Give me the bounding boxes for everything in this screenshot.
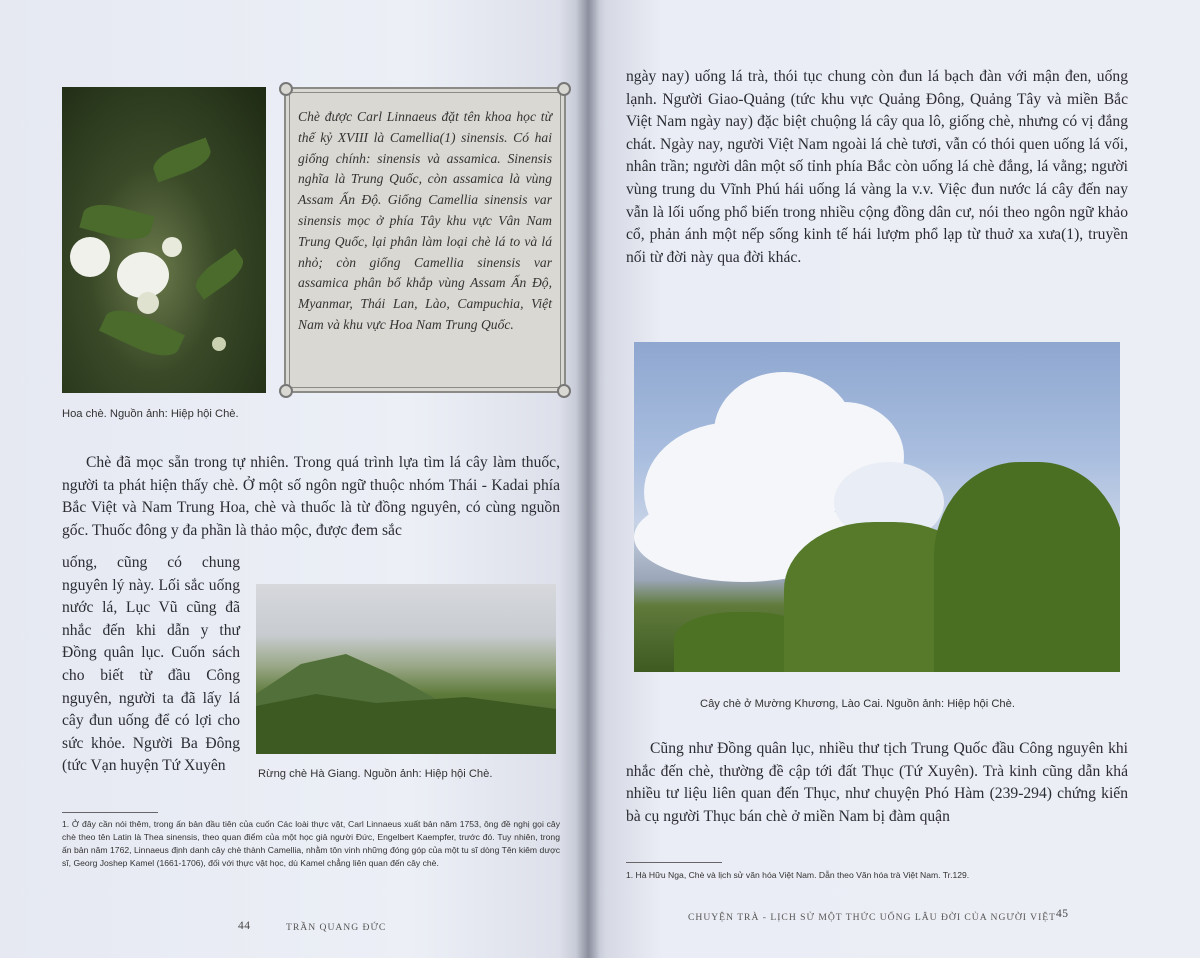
right-running-head: CHUYỆN TRÀ - LỊCH SỬ MỘT THỨC UỐNG LÂU ĐỜI CỦA NGƯỜI VIỆT [688,912,1057,923]
left-running-head: TRẦN QUANG ĐỨC [286,922,387,933]
hill-photo-caption: Rừng chè Hà Giang. Nguồn ảnh: Hiệp hội Chè. [258,768,493,780]
right-paragraph-top: ngày nay) uống lá trà, thói tục chung còn đun lá bạch đàn với mận đen, uống lạnh. Người Giao-Quảng (tức khu vực Quảng Đông, Quảng Tây và miền Bắc Việt Nam ngày nay) đặc biệt chuộng lá cây qua lô, giống chè, nhưng có vị đắng chát. Ngày nay, người Việt Nam ngoài lá chè tươi, vẫn có thói quen uống lá vối, nhân trần; người dân một số tỉnh phía Bắc còn uống lá chè đắng, lá vằng; người vùng trung du Vĩnh Phú hái uống lá vàng la v.v. Việc đun nước lá cây đến nay vẫn là lối uống phổ biến trong nhiều cộng đồng dân cư, nói theo ngôn ngữ khảo cổ, phản ánh một nếp sống kinh tế hái lượm phổ lạp từ thuở xa xưa(1), truyền nối từ đời này qua đời khác. [626,68,1128,266]
box-corner-ornament [279,82,293,96]
botanical-note-text: Chè được Carl Linnaeus đặt tên khoa học từ thế kỷ XVIII là Camellia(1) sinensis. Có hai giống chính: sinensis và assamica. Sinensis nghĩa là Trung Quốc, còn assamica là vùng Assam Ấn Độ. Giống Camellia sinensis var sinensis mọc ở phía Tây khu vực Vân Nam Trung Quốc, lại phân làm loại chè lá to và lá nhỏ; còn giống Camellia sinensis var assamica phân bố khắp vùng Assam Ấn Độ, Myanmar, Thái Lan, Lào, Campuchia, Việt Nam và khu vực Hoa Nam Trung Quốc. [298,109,552,332]
right-footnote: 1. Hà Hữu Nga, Chè và lịch sử văn hóa Việt Nam. Dẫn theo Văn hóa trà Việt Nam. Tr.129. [626,870,970,880]
box-corner-ornament [557,82,571,96]
right-photo-caption: Cây chè ở Mường Khương, Lào Cai. Nguồn ảnh: Hiệp hội Chè. [700,698,1015,710]
box-corner-ornament [279,384,293,398]
ha-giang-tea-forest-photo [256,584,556,754]
left-footnote: 1. Ở đây cần nói thêm, trong ấn bản đầu tiên của cuốn Các loài thực vật, Carl Linnaeus xuất bản năm 1753, ông đề nghị gọi cây chè theo tên Latin là Thea sinensis, theo quan điểm của một học giả người Đức, Engelbert Kaempfer, trước đó. Tuy nhiên, trong ấn bản năm 1762, Linnaeus định danh cây chè thành Camellia, nhằm tôn vinh những đóng góp của một tu sĩ dòng Tên kiêm dược sĩ, Georg Joshep Kamel (1661-1706), đối với thực vật học, dù Kamel chẳng liên quan đến cây chè. [62,819,560,868]
left-paragraph-wrapped: uống, cũng có chung nguyên lý này. Lối sắc uống nước lá, Lục Vũ cũng đã nhắc đến khi dẫn y thư Đồng quân lục. Cuốn sách cho biết từ đầu Công nguyên, người ta đã lấy lá cây đun uống để có lợi cho sức khỏe. Người Ba Đông (tức Vạn huyện Tứ Xuyên [62,554,240,775]
book-gutter [576,0,600,958]
flower-photo-caption: Hoa chè. Nguồn ảnh: Hiệp hội Chè. [62,408,239,420]
footnote-divider [62,812,158,813]
botanical-note-box [284,87,566,393]
muong-khuong-tea-photo [634,342,1120,672]
left-page-number: 44 [238,920,251,932]
box-corner-ornament [557,384,571,398]
right-paragraph-bottom: Cũng như Đồng quân lục, nhiều thư tịch Trung Quốc đầu Công nguyên khi nhắc đến chè, thường đề cập tới đất Thục (Tứ Xuyên). Trà kinh cũng dẫn khá nhiều tư liệu liên quan đến Thục, như chuyện Phó Hàm (239-294) chứng kiến bà cụ người Thục bán chè ở miền Nam bị đàm quận [626,740,1128,825]
left-paragraph-top: Chè đã mọc sẵn trong tự nhiên. Trong quá trình lựa tìm lá cây làm thuốc, người ta phát hiện thấy chè. Ở một số ngôn ngữ thuộc nhóm Thái - Kadai phía Bắc Việt và Nam Trung Hoa, chè và thuốc là từ đồng nguyên, có cùng nguồn gốc. Thuốc đông y đa phần là thảo mộc, được đem sắc [62,454,560,539]
right-page-number: 45 [1056,908,1069,920]
tea-flower-photo [62,87,266,393]
footnote-divider [626,862,722,863]
